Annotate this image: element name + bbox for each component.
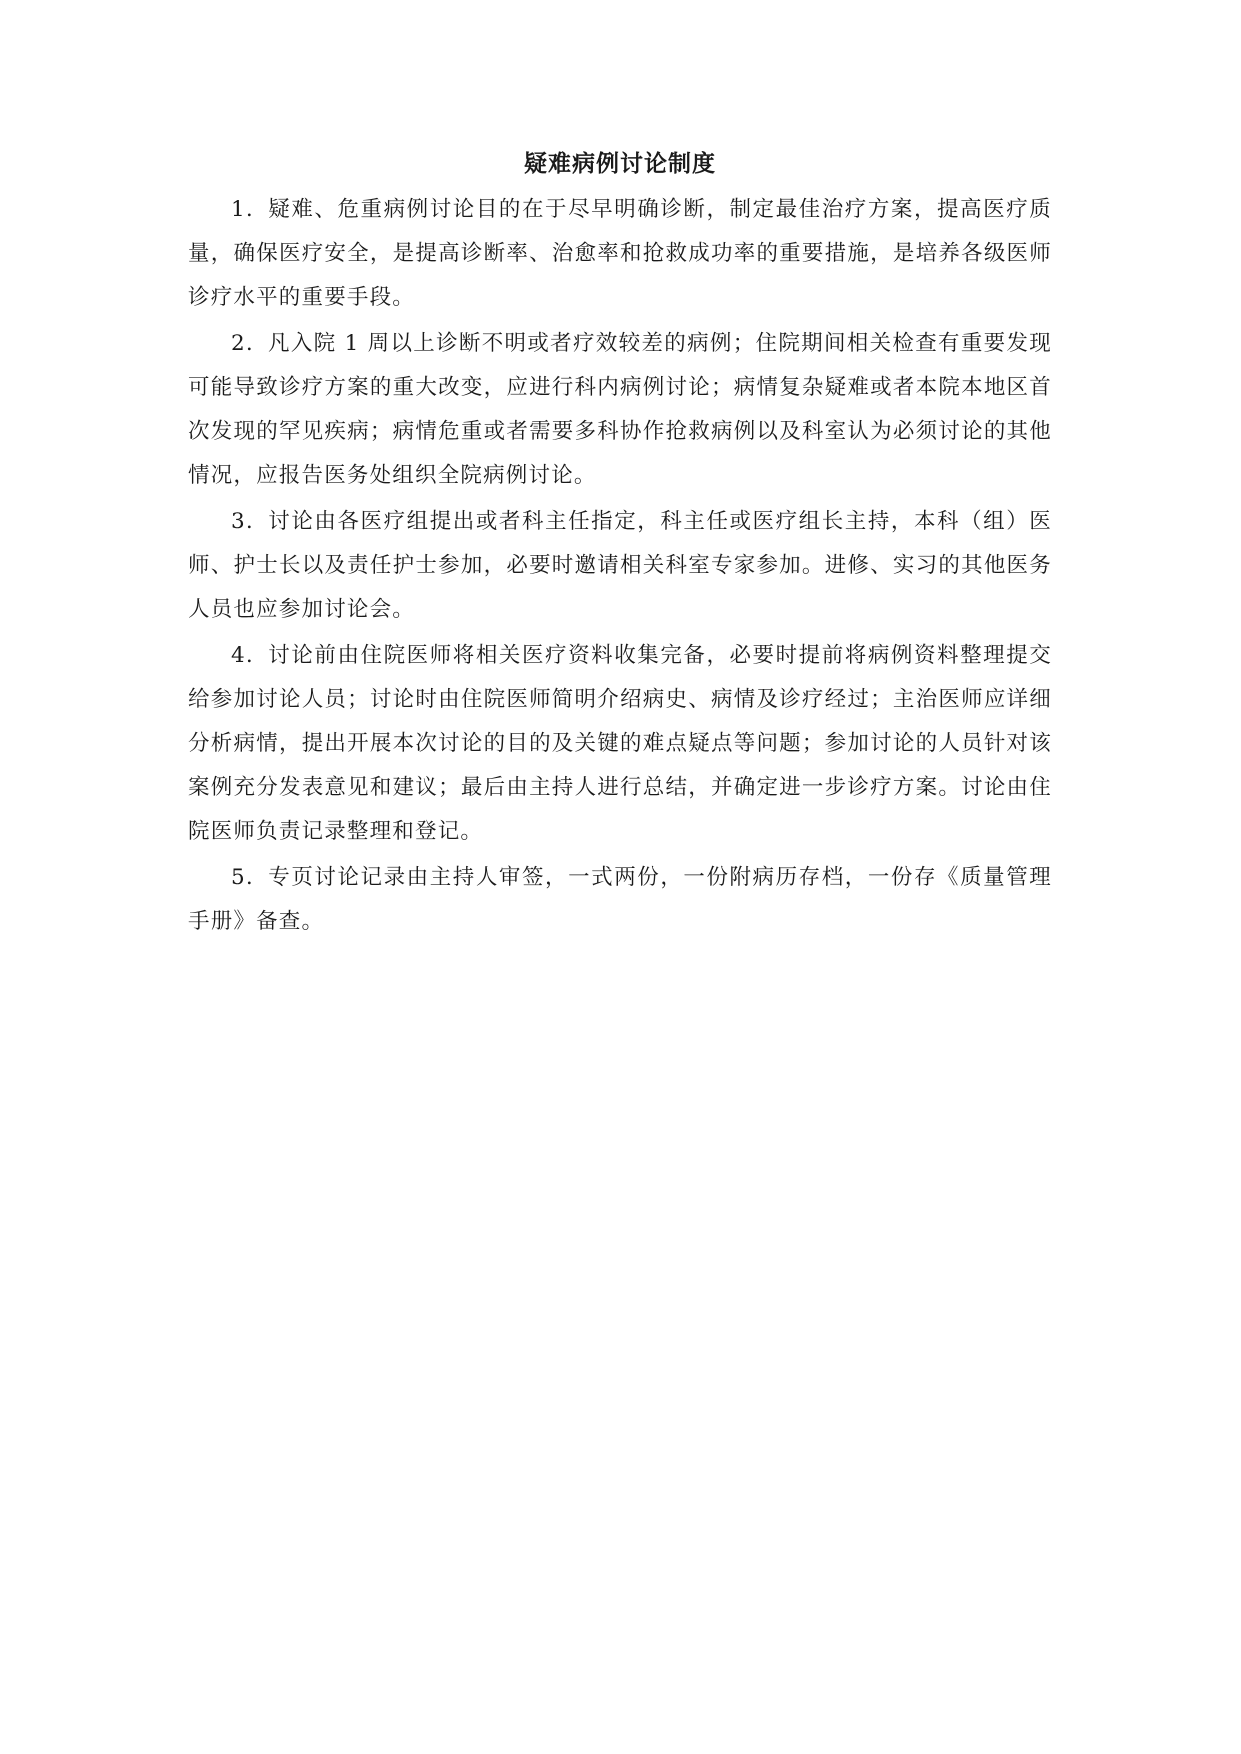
paragraph-4 [188, 634, 1052, 854]
paragraph-number: 2. [231, 331, 254, 356]
paragraph-3 [188, 500, 1052, 632]
document-body [188, 140, 1052, 946]
paragraph-text: 专页讨论记录由主持人审签，一式两份，一份附病历存档，一份存《质量管理手册》备查。 [188, 865, 1052, 934]
paragraph-number: 5. [231, 865, 254, 890]
paragraph-2 [188, 322, 1052, 498]
paragraph-text: 疑难、危重病例讨论目的在于尽早明确诊断，制定最佳治疗方案，提高医疗质量，确保医疗安全，是提高诊断率、治愈率和抢救成功率的重要措施，是培养各级医师诊疗水平的重要手段。 [188, 197, 1052, 310]
paragraph-number: 1. [231, 197, 254, 222]
paragraph-number: 4. [231, 643, 254, 668]
paragraph-5 [188, 856, 1052, 944]
paragraph-text: 凡入院 1 周以上诊断不明或者疗效较差的病例；住院期间相关检查有重要发现可能导致诊疗方案的重大改变，应进行科内病例讨论；病情复杂疑难或者本院本地区首次发现的罕见疾病；病情危重或者需要多科协作抢救病例以及科室认为必须讨论的其他情况，应报告医务处组织全院病例讨论。 [188, 331, 1052, 488]
paragraph-1 [188, 188, 1052, 320]
paragraph-number: 3. [231, 509, 254, 534]
paragraph-text: 讨论前由住院医师将相关医疗资料收集完备，必要时提前将病例资料整理提交给参加讨论人员；讨论时由住院医师简明介绍病史、病情及诊疗经过；主治医师应详细分析病情，提出开展本次讨论的目的及关键的难点疑点等问题；参加讨论的人员针对该案例充分发表意见和建议；最后由主持人进行总结，并确定进一步诊疗方案。讨论由住院医师负责记录整理和登记。 [188, 643, 1052, 844]
document-title: 疑难病例讨论制度 [524, 151, 716, 177]
paragraph-text: 讨论由各医疗组提出或者科主任指定，科主任或医疗组长主持，本科（组）医师、护士长以及责任护士参加，必要时邀请相关科室专家参加。进修、实习的其他医务人员也应参加讨论会。 [188, 509, 1052, 622]
